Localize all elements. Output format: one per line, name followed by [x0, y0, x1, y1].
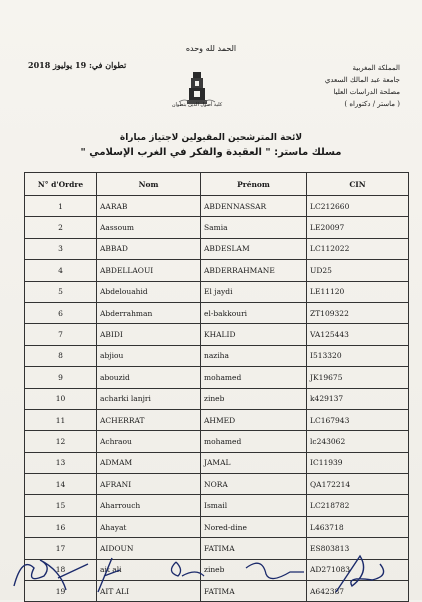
cell-prenom: JAMAL [201, 452, 307, 473]
table-row [25, 495, 409, 516]
cell-order: 16 [25, 516, 97, 537]
column-header-prenom: Prénom [201, 173, 307, 196]
cell-nom: ABBAD [97, 238, 201, 259]
cell-order: 8 [25, 345, 97, 366]
table-row [25, 409, 409, 430]
cell-prenom: ABDESLAM [201, 238, 307, 259]
table-row [25, 260, 409, 281]
cell-order: 3 [25, 238, 97, 259]
cell-order: 14 [25, 474, 97, 495]
cell-cin: L463718 [307, 516, 409, 537]
cell-nom: Aassoum [97, 217, 201, 238]
table-row [25, 302, 409, 323]
cell-order: 11 [25, 409, 97, 430]
cell-cin: AD271083 [307, 559, 409, 580]
cell-nom: abouzid [97, 367, 201, 388]
table-row [25, 367, 409, 388]
cell-order: 6 [25, 302, 97, 323]
table-row [25, 196, 409, 217]
signatures [0, 546, 422, 600]
table-row [25, 388, 409, 409]
cell-nom: Abderrahman [97, 302, 201, 323]
table-row [25, 345, 409, 366]
cell-order: 19 [25, 581, 97, 602]
column-header-nom: Nom [97, 173, 201, 196]
cell-order: 9 [25, 367, 97, 388]
cell-nom: Aharrouch [97, 495, 201, 516]
cell-cin: IC11939 [307, 452, 409, 473]
cell-order: 2 [25, 217, 97, 238]
cell-prenom: mohamed [201, 431, 307, 452]
document-date: تطوان في: 19 يوليوز 2018 [28, 60, 127, 70]
cell-order: 12 [25, 431, 97, 452]
cell-nom: ABDELLAOUI [97, 260, 201, 281]
institution-line: المملكة المغربية [352, 64, 400, 72]
university-logo [165, 70, 229, 118]
table-row [25, 238, 409, 259]
cell-cin: I513320 [307, 345, 409, 366]
document-title: لائحة المترشحين المقبولين لاجتياز مباراة [119, 133, 303, 143]
cell-nom: ABIDI [97, 324, 201, 345]
institution-line: مصلحة الدراسات العليا [333, 88, 400, 96]
cell-nom: ait ali [97, 559, 201, 580]
cell-prenom: KHALID [201, 324, 307, 345]
table-header-row [25, 173, 409, 196]
table-row [25, 281, 409, 302]
cell-nom: AARAB [97, 196, 201, 217]
cell-order: 4 [25, 260, 97, 281]
cell-order: 17 [25, 538, 97, 559]
cell-prenom: naziha [201, 345, 307, 366]
cell-nom: abjiou [97, 345, 201, 366]
cell-cin: LC167943 [307, 409, 409, 430]
column-header-order: N° d'Ordre [25, 173, 97, 196]
cell-nom: AIT ALI [97, 581, 201, 602]
cell-prenom: ABDERRAHMANE [201, 260, 307, 281]
cell-cin: LC212660 [307, 196, 409, 217]
cell-nom: AFRANI [97, 474, 201, 495]
cell-order: 18 [25, 559, 97, 580]
cell-cin: LE11120 [307, 281, 409, 302]
cell-cin: JK19675 [307, 367, 409, 388]
table-row [25, 474, 409, 495]
document-subtitle: مسلك ماستر: " العقيدة والفكر في الغرب الإسلامي " [80, 147, 342, 158]
cell-prenom: zineb [201, 388, 307, 409]
cell-prenom: Ismail [201, 495, 307, 516]
cell-prenom: Nored-dine [201, 516, 307, 537]
cell-prenom: ABDENNASSAR [201, 196, 307, 217]
column-header-cin: CIN [307, 173, 409, 196]
cell-nom: Abdelouahid [97, 281, 201, 302]
cell-cin: lc243062 [307, 431, 409, 452]
cell-nom: ADMAM [97, 452, 201, 473]
table-row [25, 431, 409, 452]
cell-prenom: Samia [201, 217, 307, 238]
cell-cin: A642387 [307, 581, 409, 602]
cell-cin: k429137 [307, 388, 409, 409]
cell-order: 5 [25, 281, 97, 302]
table-row [25, 324, 409, 345]
cell-order: 1 [25, 196, 97, 217]
cell-cin: ZT109322 [307, 302, 409, 323]
table-row [25, 452, 409, 473]
cell-prenom: NORA [201, 474, 307, 495]
cell-cin: QA172214 [307, 474, 409, 495]
cell-cin: LC218782 [307, 495, 409, 516]
cell-order: 13 [25, 452, 97, 473]
cell-prenom: el-bakkouri [201, 302, 307, 323]
cell-order: 7 [25, 324, 97, 345]
table-row [25, 516, 409, 537]
institution-line: ( ماستر / دكتوراه ) [344, 100, 400, 108]
cell-nom: Achraou [97, 431, 201, 452]
cell-prenom: AHMED [201, 409, 307, 430]
cell-prenom: El jaydi [201, 281, 307, 302]
table-row [25, 217, 409, 238]
cell-prenom: FATIMA [201, 538, 307, 559]
cell-order: 15 [25, 495, 97, 516]
cell-prenom: mohamed [201, 367, 307, 388]
cell-cin: UD25 [307, 260, 409, 281]
cell-nom: ACHERRAT [97, 409, 201, 430]
cell-cin: LC112022 [307, 238, 409, 259]
cell-nom: Ahayat [97, 516, 201, 537]
cell-cin: VA125443 [307, 324, 409, 345]
institution-line: جامعة عبد المالك السعدي [324, 76, 400, 84]
cell-nom: AIDOUN [97, 538, 201, 559]
cell-prenom: FATIMA [201, 581, 307, 602]
logo-caption: كلية أصول الدين بتطوان [171, 102, 223, 108]
basmala-header: الحمد لله وحده [185, 44, 237, 53]
cell-cin: LE20097 [307, 217, 409, 238]
institution-block [290, 62, 400, 110]
cell-prenom: zineb [201, 559, 307, 580]
candidates-table [24, 172, 409, 602]
cell-nom: acharki lanjri [97, 388, 201, 409]
cell-order: 10 [25, 388, 97, 409]
cell-cin: ES803813 [307, 538, 409, 559]
